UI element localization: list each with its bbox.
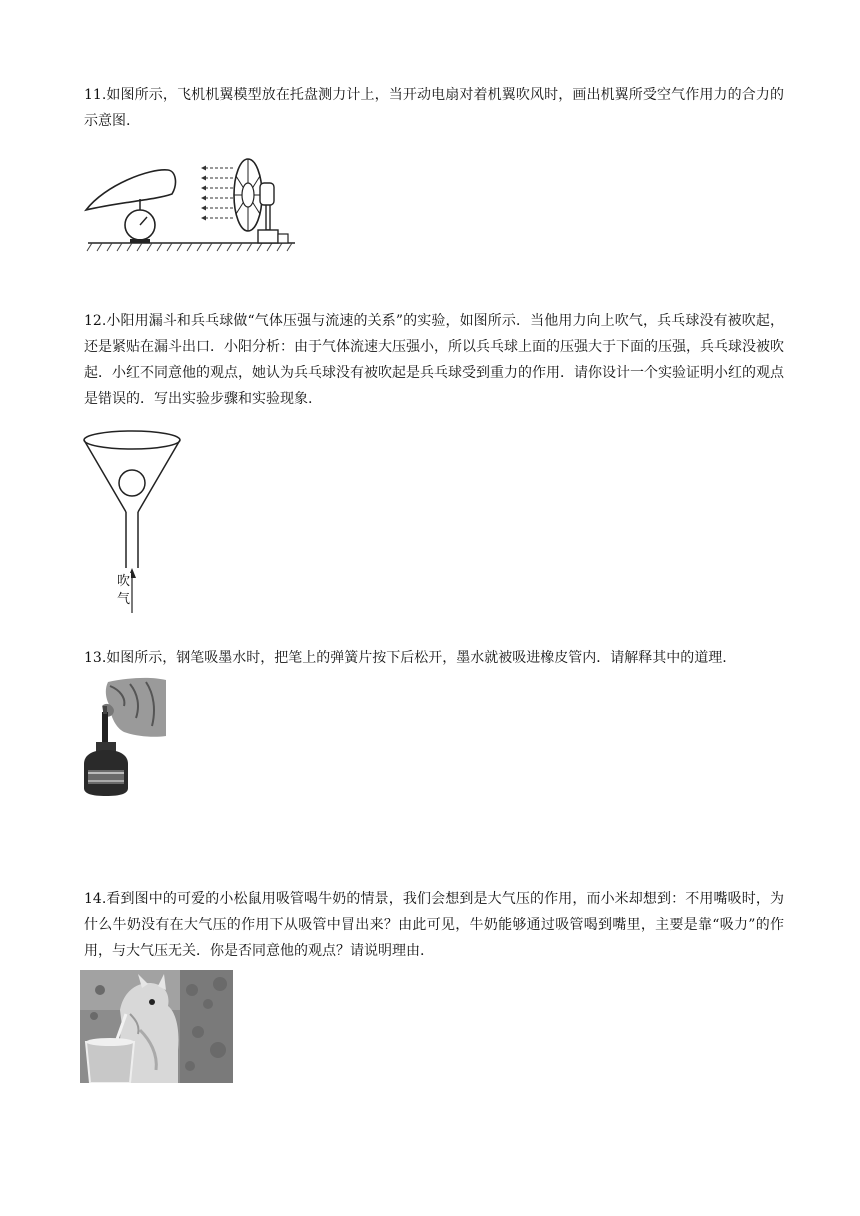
question-12 <box>84 308 784 412</box>
pen-ink-bottle-photo <box>80 676 168 800</box>
question-12-text: 12.小阳用漏斗和兵乓球做“气体压强与流速的关系”的实验，如图所示．当他用力向上吹气，兵乓球没有被吹起，还是紧贴在漏斗出口．小阳分析：由于气体流速大压强小，所以兵乓球上面的压强大于下面的压强，兵乓球没被吹起．小红不同意他的观点，她认为兵乓球没有被吹起是兵乓球受到重力的作用．请你设计一个实验证明小红的观点是错误的．写出实验步骤和实验现象. <box>84 313 784 407</box>
question-11 <box>84 82 784 134</box>
question-14-text: 14.看到图中的可爱的小松鼠用吸管喝牛奶的情景，我们会想到是大气压的作用，而小米却想到：不用嘴吸时，为什么牛奶没有在大气压的作用下从吸管中冒出来？由此可见，牛奶能够通过吸管喝到嘴里，主要是靠“吸力”的作用，与大气压无关．你是否同意他的观点？请说明理由. <box>84 891 784 959</box>
question-13-text: 13.如图所示，钢笔吸墨水时，把笔上的弹簧片按下后松开，墨水就被吸进橡皮管内．请解释其中的道理. <box>84 650 727 666</box>
question-14 <box>84 886 784 964</box>
funnel-ball-figure <box>82 428 192 618</box>
squirrel-milk-photo <box>80 970 233 1083</box>
wing-balance-fan-figure <box>80 150 305 255</box>
blow-air-label: 吹气 <box>117 574 131 607</box>
question-11-text: 11.如图所示，飞机机翼模型放在托盘测力计上，当开动电扇对着机翼吹风时，画出机翼所受空气作用力的合力的示意图. <box>84 87 784 129</box>
question-13 <box>84 645 784 671</box>
